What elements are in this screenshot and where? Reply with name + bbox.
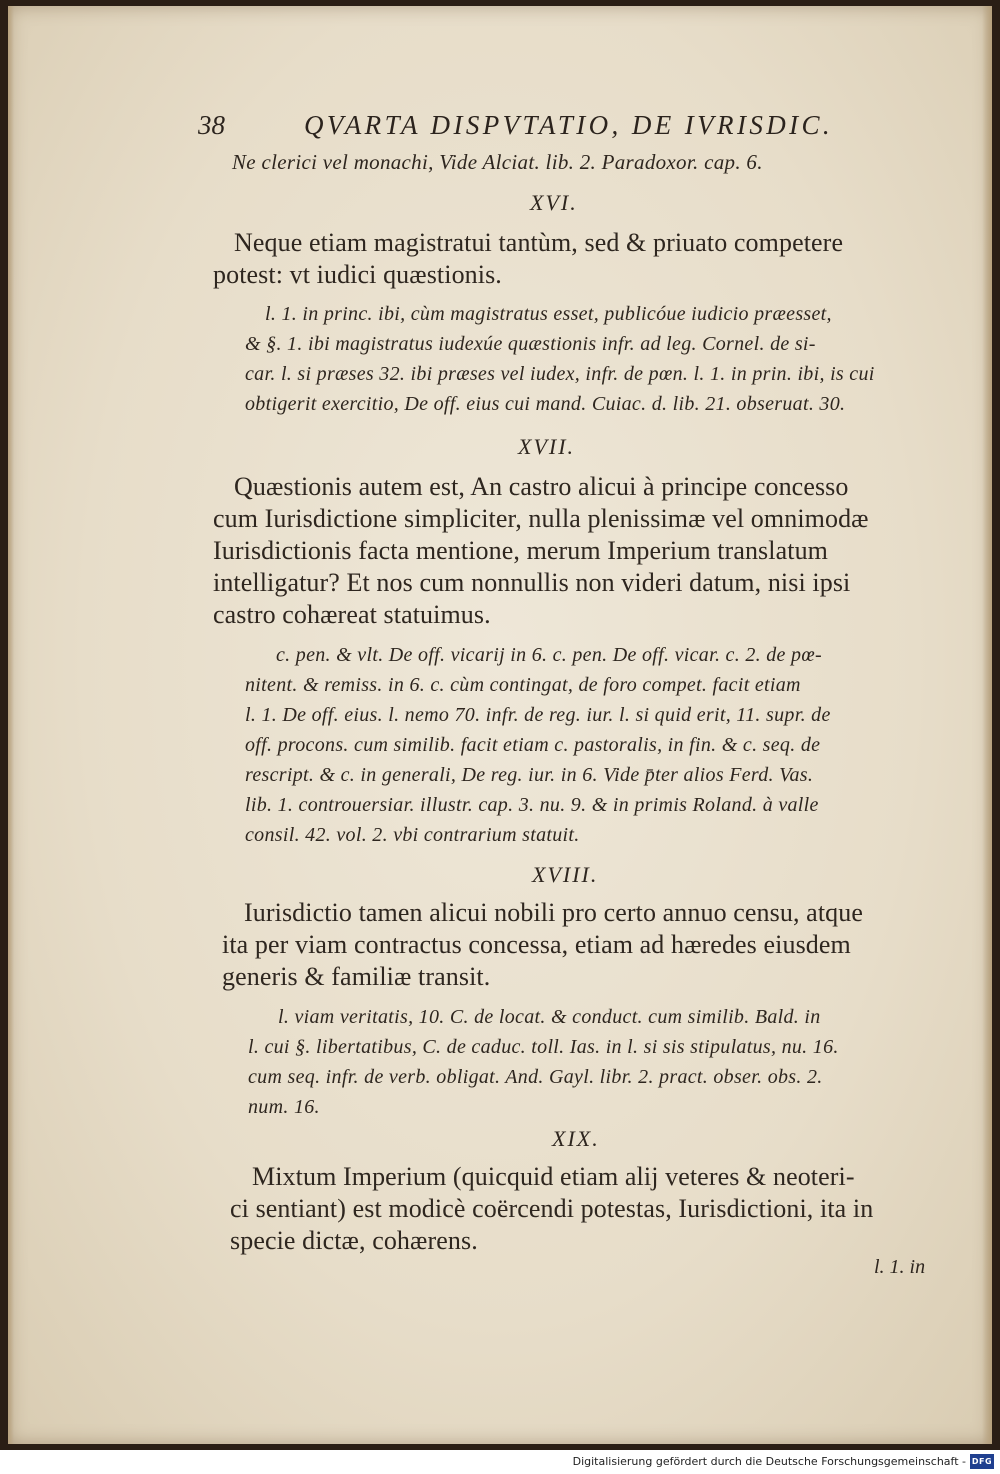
text-line: ci sentiant) est modicè coërcendi potestas, Iurisdictioni, ita in — [230, 1194, 874, 1223]
note-line: num. 16. — [248, 1096, 320, 1118]
note-line: & §. 1. ibi magistratus iudexúe quæstionis infr. ad leg. Cornel. de si- — [245, 333, 816, 355]
note-line: off. procons. cum similib. facit etiam c. pastoralis, in fin. & c. seq. de — [245, 734, 821, 756]
text-line: cum Iurisdictione simpliciter, nulla plenissimæ vel omnimodæ — [213, 504, 869, 533]
note-line: rescript. & c. in generali, De reg. iur. in 6. Vide p̄ter alios Ferd. Vas. — [245, 764, 814, 786]
text-line: potest: vt iudici quæstionis. — [213, 260, 502, 289]
dfg-logo: DFG — [970, 1454, 994, 1469]
section-number-xix: XIX. — [552, 1126, 600, 1151]
text-line: generis & familiæ transit. — [222, 962, 491, 991]
note-line: obtigerit exercitio, De off. eius cui mand. Cuiac. d. lib. 21. obseruat. 30. — [245, 393, 846, 415]
text-line: Neque etiam magistratui tantùm, sed & priuato competere — [234, 228, 844, 257]
section-number-xvii: XVII. — [518, 434, 576, 459]
page-edge-right — [982, 6, 992, 1444]
page-edge-left — [8, 6, 14, 1444]
note-line: consil. 42. vol. 2. vbi contrarium statuit. — [245, 824, 580, 846]
catchword: l. 1. in — [874, 1256, 926, 1278]
note-line: car. l. si præses 32. ibi præses vel iudex, infr. de pœn. l. 1. in prin. ibi, is cui — [245, 363, 875, 385]
note-line: l. 1. De off. eius. l. nemo 70. infr. de reg. iur. l. si quid erit, 11. supr. de — [245, 704, 831, 726]
digitization-footer — [0, 1450, 1000, 1474]
text-line: Iurisdictionis facta mentione, merum Imperium translatum — [213, 536, 828, 565]
text-line: Mixtum Imperium (quicquid etiam alij veteres & neoteri- — [252, 1162, 855, 1191]
note-line: l. 1. in princ. ibi, cùm magistratus esset, publicóue iudicio præesset, — [265, 303, 832, 325]
section-number-xviii: XVIII. — [532, 862, 599, 887]
text-line: Quæstionis autem est, An castro alicui à principe concesso — [234, 472, 849, 501]
text-line: castro cohæreat statuimus. — [213, 600, 491, 629]
footer-credit-text: Digitalisierung gefördert durch die Deutsche Forschungsgemeinschaft - — [572, 1455, 966, 1468]
text-line: specie dictæ, cohærens. — [230, 1226, 478, 1255]
note-line: l. viam veritatis, 10. C. de locat. & conduct. cum similib. Bald. in — [278, 1006, 821, 1028]
note-line: c. pen. & vlt. De off. vicarij in 6. c. pen. De off. vicar. c. 2. de pœ- — [276, 644, 822, 666]
page-number: 38 — [198, 110, 225, 140]
text-line: ita per viam contractus concessa, etiam ad hæredes eiusdem — [222, 930, 851, 959]
note-line: nitent. & remiss. in 6. c. cùm contingat, de foro compet. facit etiam — [245, 674, 801, 696]
note-line: Ne clerici vel monachi, Vide Alciat. lib. 2. Paradoxor. cap. 6. — [232, 150, 763, 174]
section-number-xvi: XVI. — [530, 190, 578, 215]
note-line: lib. 1. controuersiar. illustr. cap. 3. nu. 9. & in primis Roland. à valle — [245, 794, 819, 816]
book-page — [8, 6, 992, 1444]
running-head-title: QVARTA DISPVTATIO, DE IVRISDIC. — [304, 110, 834, 140]
text-line: intelligatur? Et nos cum nonnullis non videri datum, nisi ipsi — [213, 568, 851, 597]
note-line: cum seq. infr. de verb. obligat. And. Gayl. libr. 2. pract. obser. obs. 2. — [248, 1066, 823, 1088]
text-line: Iurisdictio tamen alicui nobili pro certo annuo censu, atque — [244, 898, 863, 927]
running-head — [198, 110, 838, 146]
note-line: l. cui §. libertatibus, C. de caduc. toll. Ias. in l. si sis stipulatus, nu. 16. — [248, 1036, 839, 1058]
